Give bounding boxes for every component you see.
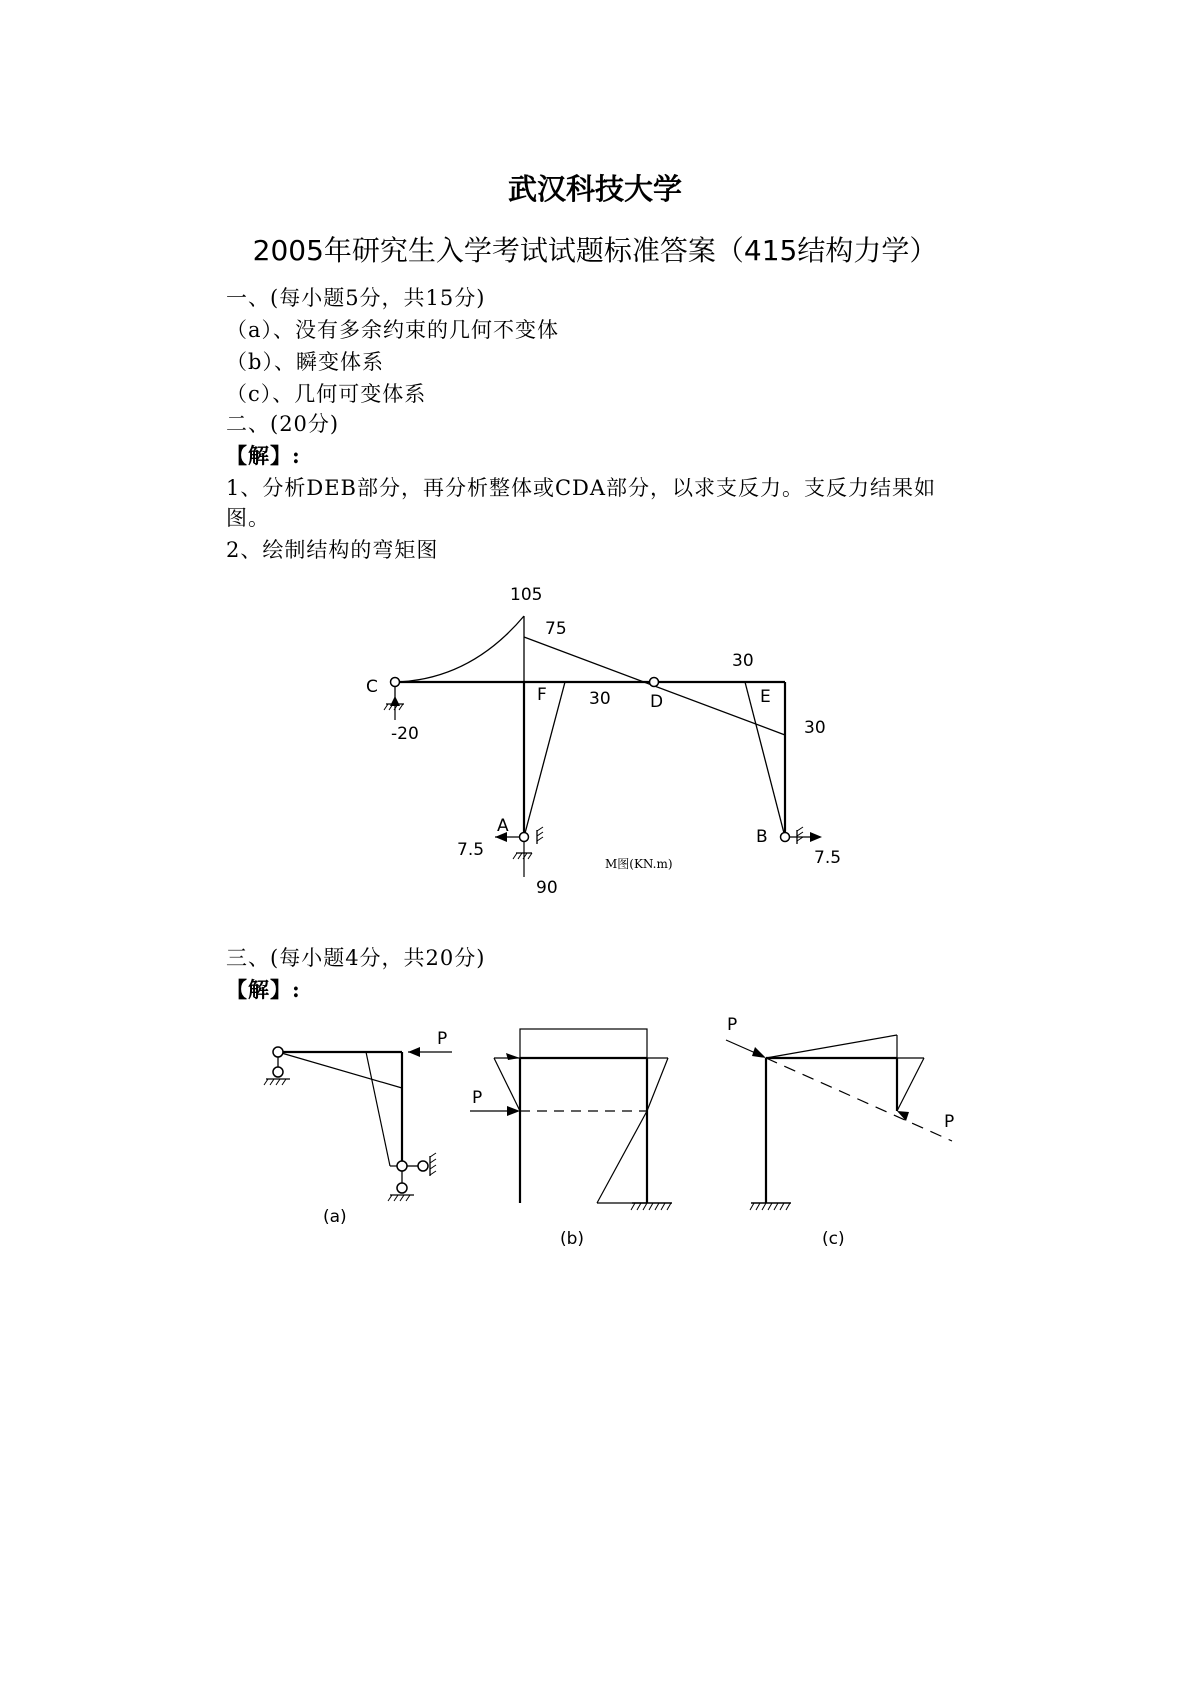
section2-step1-line2: 图。 bbox=[226, 506, 270, 530]
exam-title: 2005年研究生入学考试试题标准答案（415结构力学） bbox=[252, 234, 938, 267]
answer-a: （a）、没有多余约束的几何不变体 bbox=[226, 318, 560, 342]
reaction-value-a-vertical: 90 bbox=[536, 878, 558, 898]
section2-solution-label: 【解】: bbox=[226, 443, 301, 468]
node-label-c: C bbox=[366, 677, 378, 697]
load-label-c2: P bbox=[944, 1112, 955, 1132]
diagram-caption: M图(KN.m) bbox=[605, 857, 673, 871]
moment-value-fd: 30 bbox=[589, 689, 611, 709]
hinge-b bbox=[781, 833, 790, 842]
moment-line-fa bbox=[524, 682, 565, 837]
section2-step1-line1: 1、分析DEB部分，再分析整体或CDA部分，以求支反力。支反力结果如 bbox=[226, 476, 937, 500]
moment-value-e-top: 30 bbox=[732, 651, 754, 671]
school-title: 武汉科技大学 bbox=[507, 172, 682, 206]
figure-b bbox=[470, 1029, 672, 1210]
reaction-value-b-horizontal: 7.5 bbox=[814, 848, 842, 868]
moment-value-e-right: 30 bbox=[804, 718, 826, 738]
load-label-b: P bbox=[472, 1088, 483, 1108]
section1-heading: 一、(每小题5分，共15分) bbox=[226, 286, 486, 310]
moment-value-75: 75 bbox=[545, 619, 567, 639]
answer-b: （b）、瞬变体系 bbox=[226, 350, 384, 374]
figure-c bbox=[726, 1035, 955, 1210]
moment-curve-cf bbox=[395, 616, 524, 682]
load-label-c1: P bbox=[727, 1015, 738, 1035]
figure-label-c: (c) bbox=[822, 1229, 845, 1249]
figure-a bbox=[264, 1047, 452, 1201]
hinge-d bbox=[650, 678, 659, 687]
hinge-a bbox=[520, 833, 529, 842]
reaction-value-a-horizontal: 7.5 bbox=[457, 840, 485, 860]
moment-value-105: 105 bbox=[510, 585, 543, 605]
reaction-c-arrowhead bbox=[390, 696, 400, 706]
load-label-a: P bbox=[437, 1029, 448, 1049]
section3-solution-label: 【解】: bbox=[226, 977, 301, 1002]
node-label-f: F bbox=[537, 685, 547, 705]
section2-step2: 2、绘制结构的弯矩图 bbox=[226, 538, 439, 562]
node-label-a: A bbox=[497, 816, 509, 836]
answer-c: （c）、几何可变体系 bbox=[226, 382, 427, 406]
node-label-e: E bbox=[760, 687, 771, 707]
section3-heading: 三、(每小题4分，共20分) bbox=[226, 946, 486, 970]
node-label-b: B bbox=[756, 827, 768, 847]
reaction-b-arrowhead bbox=[810, 832, 822, 842]
figure-label-b: (b) bbox=[560, 1229, 585, 1249]
figure-label-a: (a) bbox=[323, 1207, 347, 1227]
hinge-c bbox=[391, 678, 400, 687]
node-label-d: D bbox=[650, 692, 664, 712]
section2-heading: 二、(20分) bbox=[226, 412, 340, 436]
reaction-value-c: -20 bbox=[391, 724, 419, 744]
